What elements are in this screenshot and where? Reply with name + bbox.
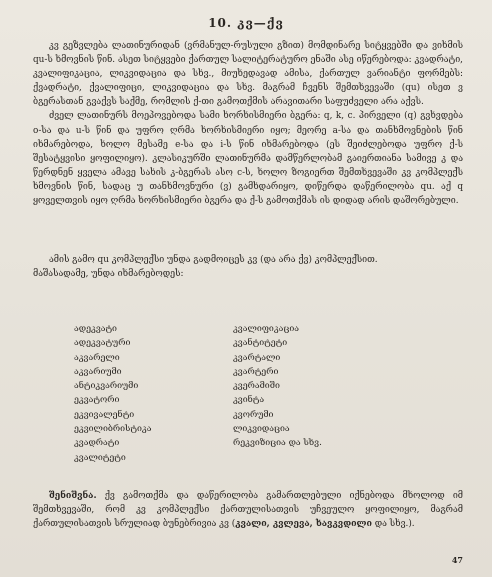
lead-in-sentence: ამის გამო qu კომპლექსი უნდა გადმოიცეს კვ (და არა ქვ) კომპლექსით. — [49, 255, 378, 265]
word-column-left — [74, 322, 151, 465]
note-text: ქვ გამოთქმა და დაწერილობა გამართლებული იქნებოდა მხოლოდ იმ შემთხვევაში, რომ კვ კომპლექსი ქართულისათვის უჩვეულო ყოფილიყო, მაგრამ ქართულისათვის სრულიად ბუნებრივია კვ ( — [33, 491, 463, 530]
word-item: ადეკვატი — [74, 324, 117, 334]
paragraph: ძველ ლათინურს მოეპოვებოდა სამი ხორხისმიერი ბგერა: q, k, c. პირველი (q) გვხვდება o-სა და u-ს წინ და უფრო ღრმა ხორხისმიერი იყო; მეორე a-სა და თანხმოვნების წინ იხმარებოდა, ხოლო მესამე e-სა და i-ს წინ იხმარებოდა (ეს შეიძლებოდა უფრო ქ-ს შესატყვისი ყოფილიყო). კლასიკურში ლათინურმა დამწერლობამ გაიერთიანა სამივე კ და წერდნენ ყველა ამავე სახის კ-ბგერას ასო c-ს, ხოლო ზოგიერთ შემთხვევაში კვ კომპლექს ხმოვნის წინ, სადაც უ თანხმოვნური (ვ) გამხდარიყო, დიწერდა დაწერილობა qu. აქ q ყოველთვის იყო ღრმა ხორხისმიერი ბგერა და ქ-ს გამოთქმას ის დიდად არის დაშორებული. — [33, 111, 463, 207]
word-item: ეკვივალენტი — [74, 409, 135, 420]
word-item: კვალიტეტი — [74, 452, 126, 463]
note-label: შენიშვნა. — [49, 491, 97, 501]
word-item: კვალიფიკაცია — [233, 324, 300, 334]
word-item: კვარტერი — [233, 366, 279, 377]
word-item: კვერამიში — [233, 381, 280, 392]
word-item: რეკვიზიცია და სხვ. — [233, 438, 322, 449]
word-item: კვადრატი — [74, 438, 120, 449]
lead-in-prompt: მაშასადამე, უნდა იხმარებოდეს: — [33, 269, 184, 280]
intro-text — [33, 39, 463, 208]
note-paragraph — [33, 489, 463, 531]
word-item: კვორუმი — [233, 409, 274, 420]
word-column-right — [233, 322, 322, 451]
word-item: ეკვატორი — [74, 395, 120, 406]
word-item: კვანტიტეტი — [233, 338, 288, 349]
word-item: ადეკვატური — [74, 338, 131, 349]
word-item: ეკვილიბრისტიკა — [74, 424, 152, 435]
note-block — [33, 489, 463, 531]
section-heading: 10. კვ—ქვ — [208, 16, 284, 30]
note-tail: და სხვ.). — [371, 519, 415, 530]
note-examples: კვალი, კვლევა, ხავკვდილი — [235, 519, 372, 530]
word-item: ანტიკვარიუმი — [74, 381, 139, 392]
page-number: 47 — [451, 555, 463, 565]
word-item: აკვარიუმი — [74, 366, 122, 377]
word-item: კვარტალი — [233, 352, 281, 363]
word-item: ლიკვიდაცია — [233, 424, 290, 435]
word-item: კვინტა — [233, 395, 265, 406]
word-item: აკვარელი — [74, 352, 120, 363]
lead-in-text — [33, 253, 463, 281]
paragraph: კვ გეზვლება ლათინურიდან (ვრმანულ-რუსული გზით) მომდინარე სიტყვებში და ვიხმის qu-ს ხმოვნის წინ. ასეთ სიტყვები ქართულ სალიტერატურო ენაში ასე იწერებოდა: კვადრატი, კვალიფიკაცია, ლიკვიდაცია და სხვ., მიუხედავად ამისა, ქართულ ვარიანტი ფორმებს: ქვადრატი, ქვალიფიცი, ლიკვიდაცია და სხვ. მაგრამ ჩვენს შემთხვევაში (qu) ისეთ ვ ბგერასთან გვაქვს საქმე, რომლის ქ-თი გამოთქმის არავითარი საფუძველი არა აქვს. — [33, 41, 463, 108]
